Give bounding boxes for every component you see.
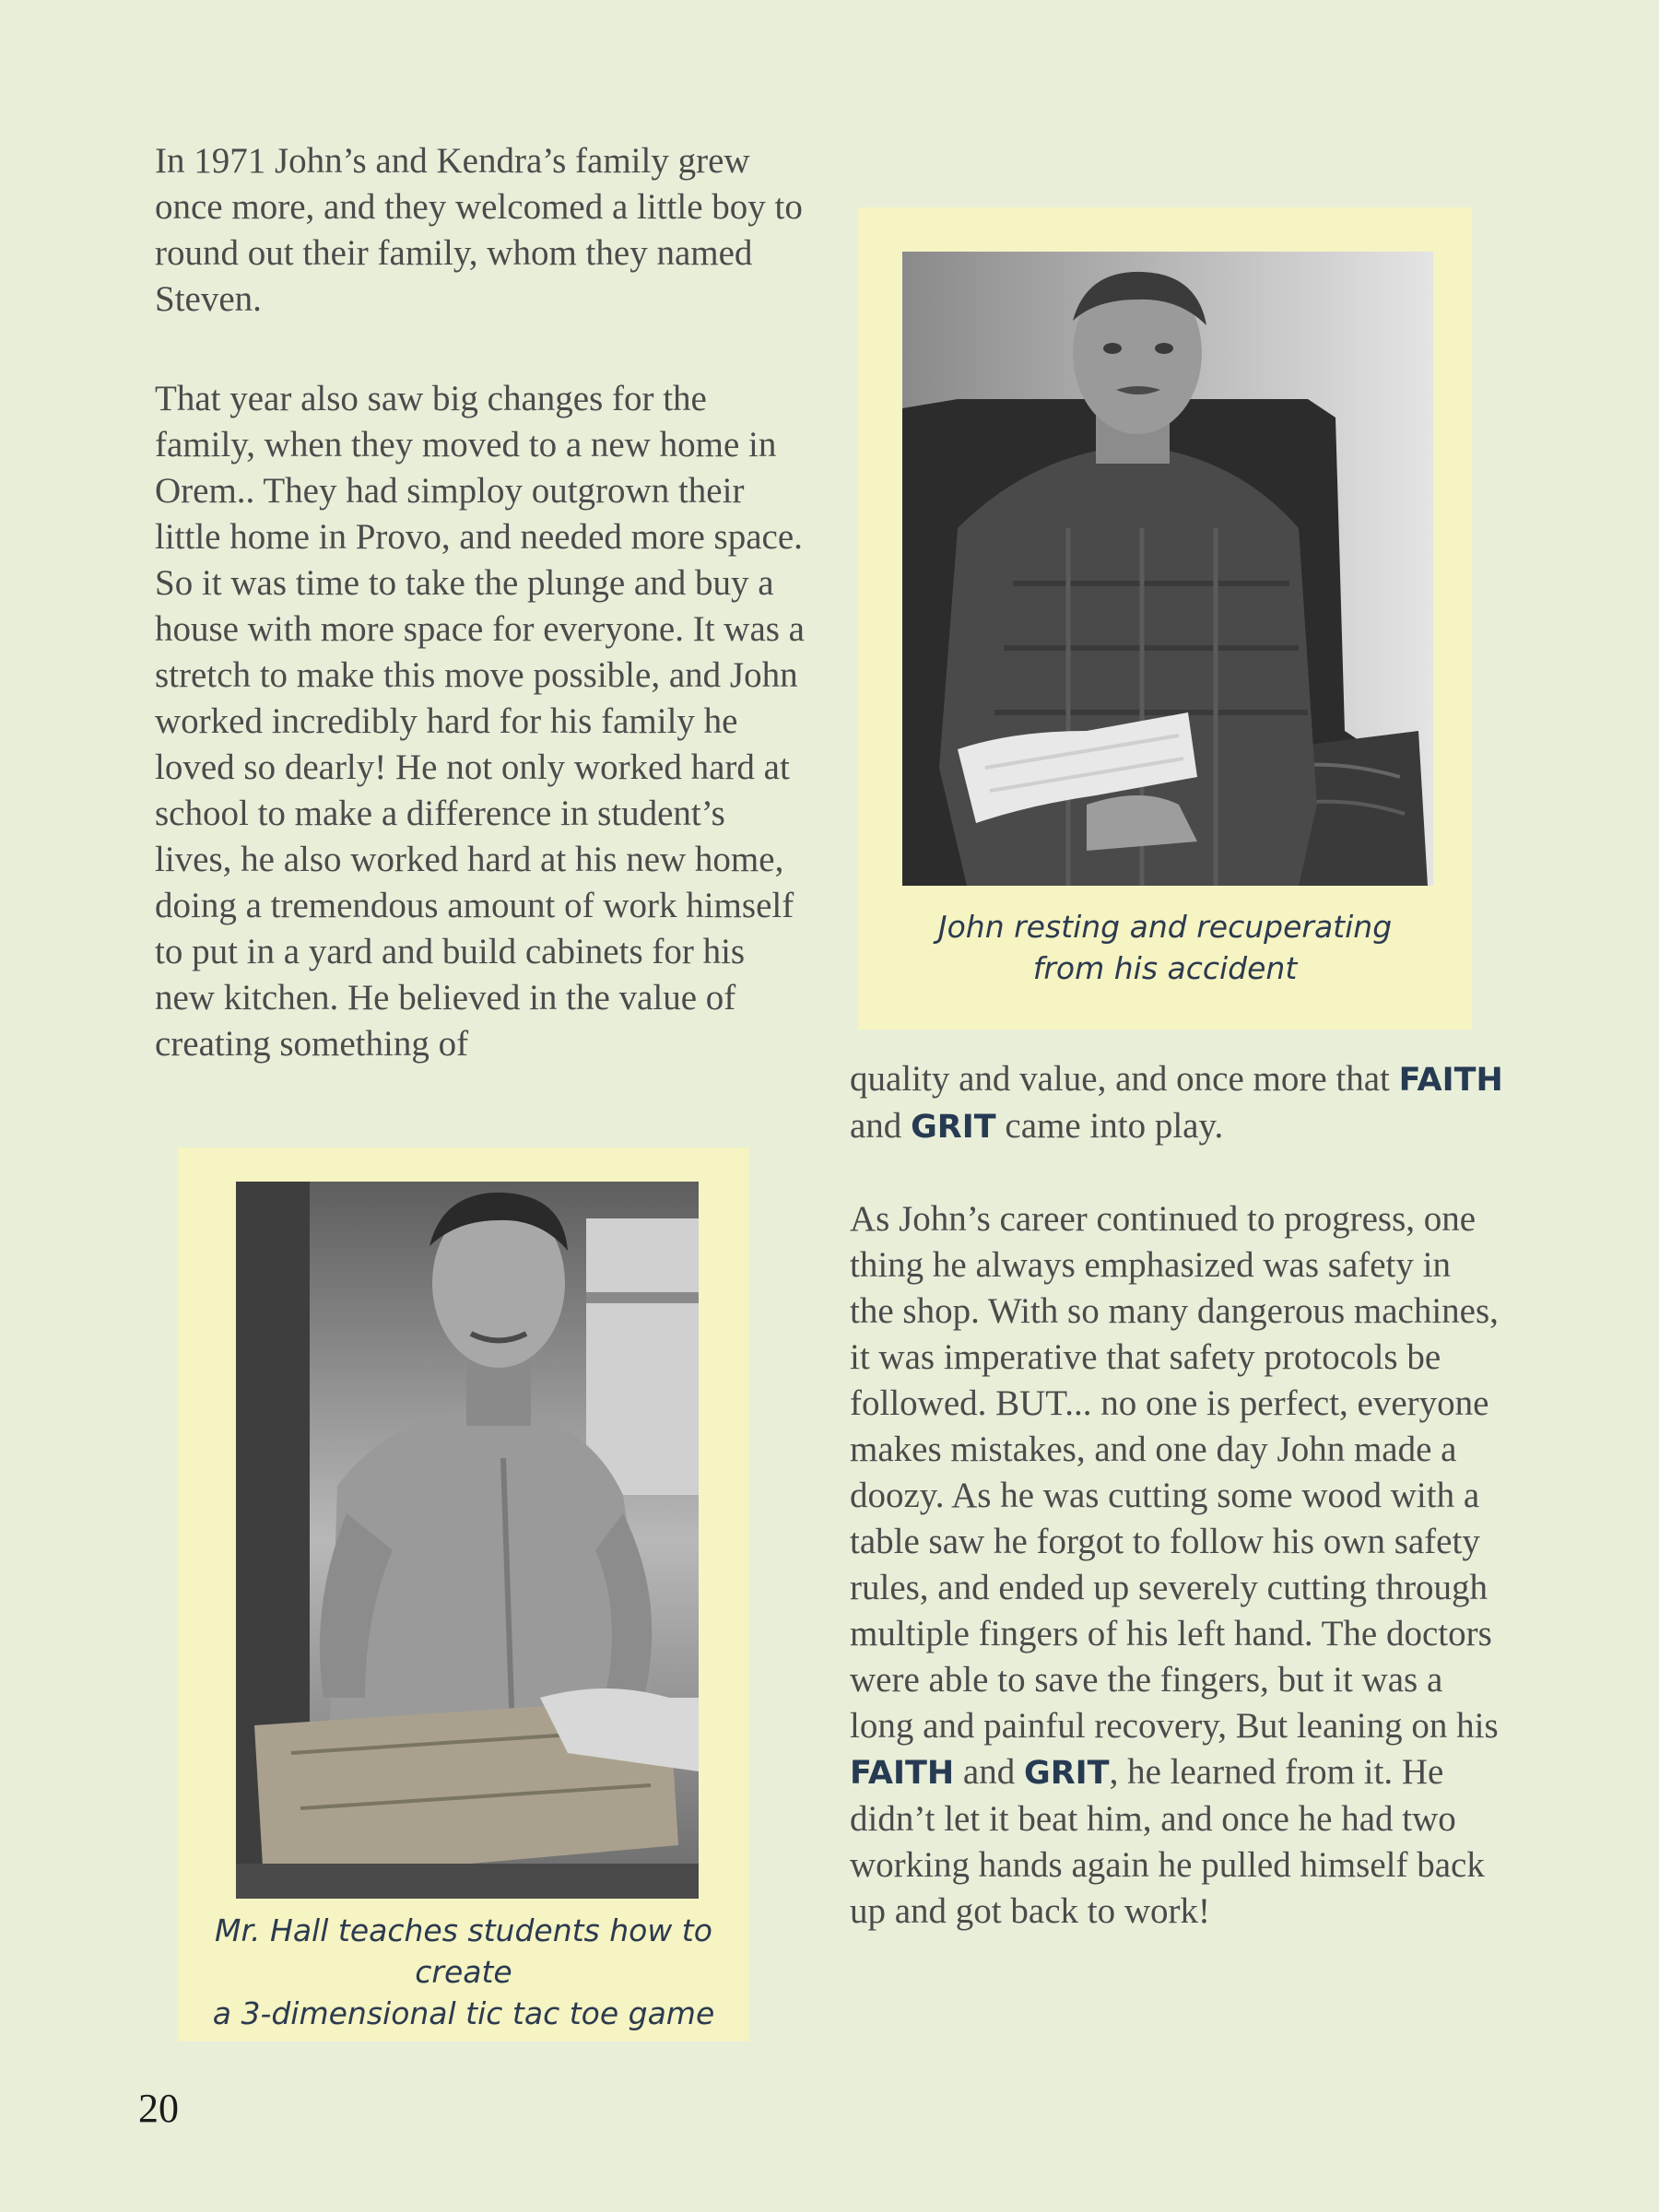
- photo-frame-john-recuperating: [858, 207, 1472, 1030]
- text-run: quality and value, and once more that: [850, 1059, 1390, 1099]
- text-run: came into play.: [1005, 1106, 1224, 1146]
- paragraph-steven-born: In 1971 John’s and Kendra’s family grew once more, and they welcomed a little boy to round out their family, whom they named Steven.: [155, 141, 803, 319]
- caption-line-1: John resting and recuperating: [937, 909, 1393, 945]
- text-run: , he learned from it. He didn’t let it beat him, and once he had two working hands again he pulled himself back up and got back to work!: [850, 1752, 1485, 1931]
- caption-mr-hall-teaching: [178, 1910, 749, 2034]
- keyword-faith: FAITH: [850, 1755, 955, 1792]
- caption-line-2: a 3-dimensional tic tac toe game: [212, 1995, 715, 2031]
- text-run: As John’s career continued to progress, one thing he always emphasized was safety in the shop. With so many dangerous machines, it was imperative that safety protocols be followed. BUT... no one is perfect, everyone makes mistakes, and one day John made a doozy. As he was cutting some wood with a table saw he forgot to follow his own safety rules, and ended up severely cutting through multiple fingers of his left hand. The doctors were able to save the fingers, but it was a long and painful recovery, But leaning on his: [850, 1199, 1499, 1746]
- page-number: 20: [138, 2086, 179, 2131]
- keyword-grit: GRIT: [911, 1109, 996, 1146]
- caption-john-recuperating: [858, 906, 1472, 989]
- paragraph-quality-and-value: [850, 1056, 1504, 1150]
- paragraph-move-to-orem: That year also saw big changes for the family, when they moved to a new home in Orem.. They had simploy outgrown their little home in Provo, and needed more space. So it was time to take the plunge and buy a house with more space for everyone. It was a stretch to make this move possible, and John worked incredibly hard for his family he loved so dearly! He not only worked hard at school to make a difference in student’s lives, he also worked hard at his new home, doing a tremendous amount of work himself to put in a yard and build cabinets for his new kitchen. He believed in the value of creating something of: [155, 379, 805, 1064]
- keyword-faith: FAITH: [1398, 1062, 1503, 1099]
- photo-john-resting-with-bandaged-arm: [902, 252, 1433, 886]
- paragraph-shop-safety-accident: [850, 1196, 1502, 1935]
- text-run: and: [850, 1106, 902, 1146]
- caption-line-2: from his accident: [1032, 950, 1298, 986]
- photo-frame-mr-hall-teaching: [178, 1147, 749, 2041]
- keyword-grit: GRIT: [1023, 1755, 1110, 1792]
- photo-mr-hall-tic-tac-toe: [236, 1182, 699, 1899]
- caption-line-1: Mr. Hall teaches students how to create: [215, 1912, 712, 1990]
- text-run: and: [962, 1752, 1016, 1792]
